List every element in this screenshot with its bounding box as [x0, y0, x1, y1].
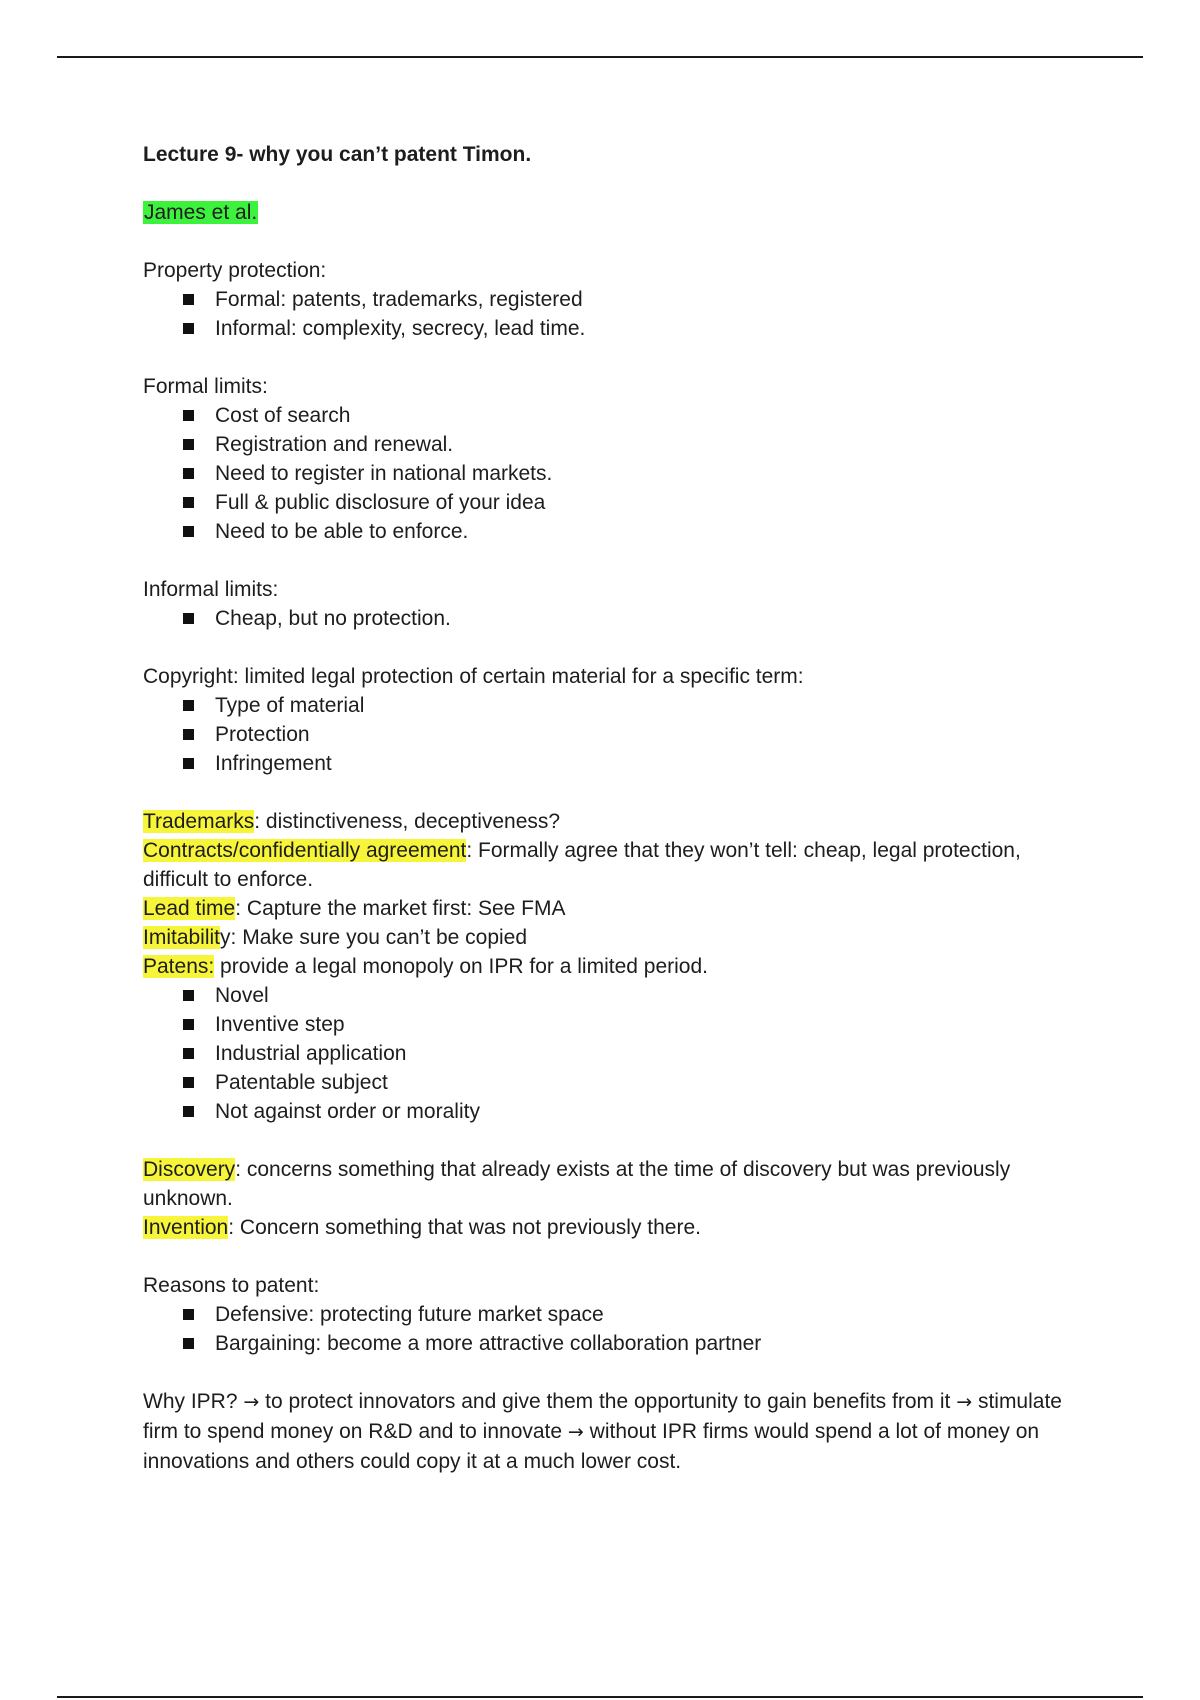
informal-limits-list [143, 604, 1083, 633]
why-ipr-paragraph [143, 1387, 1083, 1476]
imitability-line [143, 923, 1083, 952]
list-item: Patentable subject [183, 1068, 1083, 1097]
list-item: Type of material [183, 691, 1083, 720]
contracts-text: : Formally agree that they won’t tell: cheap, legal protection, difficult to enforce. [143, 839, 1021, 891]
list-item: Need to be able to enforce. [183, 517, 1083, 546]
list-item: Industrial application [183, 1039, 1083, 1068]
lead-time-line [143, 894, 1083, 923]
invention-line [143, 1213, 1083, 1242]
imitability-term: Imitabilit [143, 926, 221, 949]
list-item: Inventive step [183, 1010, 1083, 1039]
why-ipr-part3: stimulate firm to spend money on R&D and to innovate [143, 1390, 1062, 1443]
invention-text: : Concern something that was not previously there. [228, 1216, 701, 1239]
patent-criteria-list [143, 981, 1083, 1126]
list-item: Informal: complexity, secrecy, lead time. [183, 314, 1083, 343]
list-item: Formal: patents, trademarks, registered [183, 285, 1083, 314]
formal-limits-list [143, 401, 1083, 546]
patens-line [143, 952, 1083, 981]
contracts-line [143, 836, 1083, 894]
list-item: Not against order or morality [183, 1097, 1083, 1126]
list-item: Cost of search [183, 401, 1083, 430]
arrow-right-icon: → [567, 1421, 584, 1443]
list-item: Full & public disclosure of your idea [183, 488, 1083, 517]
formal-limits-heading: Formal limits: [143, 375, 268, 398]
arrow-right-icon: → [956, 1391, 973, 1413]
discovery-text: : concerns something that already exists at the time of discovery but was previously unknown. [143, 1158, 1011, 1210]
list-item: Bargaining: become a more attractive collaboration partner [183, 1329, 1083, 1358]
trademarks-line [143, 807, 1083, 836]
copyright-list [143, 691, 1083, 778]
document-body [143, 140, 1083, 1476]
footer-rule [57, 1696, 1143, 1698]
lead-time-text: : Capture the market first: See FMA [235, 897, 566, 920]
trademarks-text: : distinctiveness, deceptiveness? [254, 810, 561, 833]
discovery-line [143, 1155, 1083, 1213]
why-ipr-part4: without IPR firms would spend a lot of money on innovations and others could copy it at a much lower cost. [143, 1420, 1040, 1473]
list-item: Registration and renewal. [183, 430, 1083, 459]
list-item: Cheap, but no protection. [183, 604, 1083, 633]
author-highlight: James et al. [144, 201, 258, 224]
arrow-right-icon: → [243, 1391, 260, 1413]
author-line [143, 198, 1083, 227]
why-ipr-part1: Why IPR? [143, 1390, 244, 1413]
reasons-heading: Reasons to patent: [143, 1274, 320, 1297]
lead-time-term: Lead time [143, 897, 236, 920]
trademarks-term: Trademarks [143, 810, 255, 833]
list-item: Defensive: protecting future market space [183, 1300, 1083, 1329]
property-heading: Property protection: [143, 259, 327, 282]
informal-limits-heading: Informal limits: [143, 578, 279, 601]
property-list [143, 285, 1083, 343]
contracts-term: Contracts/confidentially agreement [143, 839, 467, 862]
patens-term: Patens: [143, 955, 215, 978]
copyright-heading: Copyright: limited legal protection of certain material for a specific term: [143, 665, 804, 688]
reasons-list [143, 1300, 1083, 1358]
invention-term: Invention [143, 1216, 229, 1239]
list-item: Protection [183, 720, 1083, 749]
discovery-term: Discovery [143, 1158, 236, 1181]
why-ipr-part2: to protect innovators and give them the opportunity to gain benefits from it [259, 1390, 957, 1413]
list-item: Infringement [183, 749, 1083, 778]
page-title: Lecture 9- why you can’t patent Timon. [143, 143, 532, 166]
imitability-text: y: Make sure you can’t be copied [220, 926, 528, 949]
patens-text: provide a legal monopoly on IPR for a limited period. [214, 955, 708, 978]
list-item: Need to register in national markets. [183, 459, 1083, 488]
list-item: Novel [183, 981, 1083, 1010]
header-rule [57, 56, 1143, 58]
